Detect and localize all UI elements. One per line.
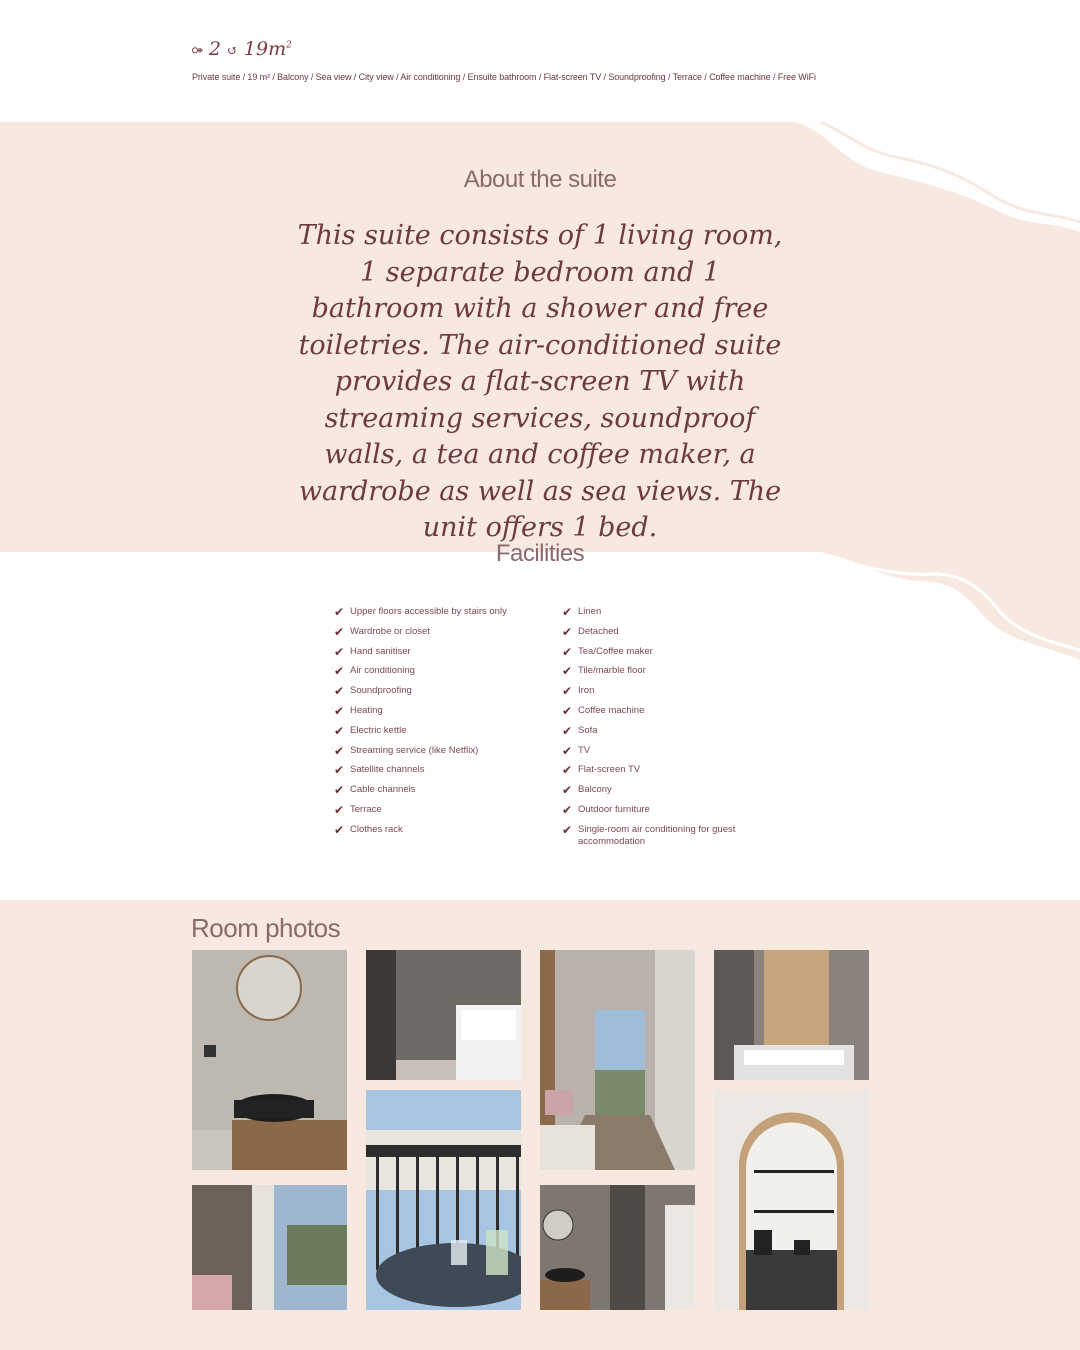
facility-item: ✔ Electric kettle: [334, 723, 407, 738]
room-size: $19m^2$: [243, 38, 292, 60]
check-icon: ✔: [562, 703, 573, 718]
specs-header: [0, 0, 1080, 122]
check-icon: ✔: [334, 703, 345, 718]
check-icon: ✔: [334, 743, 345, 758]
check-icon: ✔: [562, 664, 573, 679]
check-icon: ✔: [562, 743, 573, 758]
facility-item: ✔ Flat-screen TV: [562, 763, 641, 778]
facility-item: ✔ Clothes rack: [334, 822, 403, 837]
check-icon: ✔: [334, 644, 345, 659]
facility-item: ✔ Satellite channels: [334, 763, 425, 778]
area-icon: ↺: [227, 44, 238, 59]
facility-item: ✔ Linen: [562, 605, 602, 619]
facility-item: ✔ Sofa: [562, 723, 598, 738]
room-photo[interactable]: [192, 1185, 347, 1310]
facility-item: ✔ Cable channels: [334, 783, 416, 798]
room-photo[interactable]: [540, 1185, 695, 1310]
facility-item: ✔ Single-room air conditioning for guest accommodation: [562, 822, 736, 847]
facility-item: ✔ Upper floors accessible by stairs only: [334, 605, 507, 619]
check-icon: ✔: [562, 763, 573, 778]
facility-item: ✔ Heating: [334, 703, 383, 718]
check-icon: ✔: [562, 644, 573, 659]
photos-title: Room photos: [191, 913, 341, 943]
check-icon: ✔: [562, 684, 573, 699]
facility-item: ✔ Tea/Coffee maker: [562, 644, 653, 659]
facility-item: ✔ Soundproofing: [334, 684, 412, 699]
check-icon: ✔: [334, 684, 345, 699]
facility-item: ✔ Detached: [562, 624, 619, 639]
facility-item: ✔ Air conditioning: [334, 664, 415, 679]
check-icon: ✔: [562, 624, 573, 639]
check-icon: ✔: [334, 822, 345, 837]
facility-item: ✔ Hand sanitiser: [334, 644, 411, 659]
check-icon: ✔: [562, 822, 573, 837]
room-photo[interactable]: [366, 950, 521, 1080]
about-section: [0, 122, 1080, 552]
room-photo[interactable]: [540, 950, 695, 1170]
person-icon: ⚩: [192, 44, 203, 59]
check-icon: ✔: [562, 723, 573, 738]
facility-item: ✔ Streaming service (like Netflix): [334, 743, 479, 758]
facility-item: ✔ TV: [562, 743, 591, 758]
photos-section: [0, 900, 1080, 1350]
check-icon: ✔: [334, 605, 345, 619]
check-icon: ✔: [334, 763, 345, 778]
amenities-line: Private suite / 19 m² / Balcony / Sea view / City view / Air conditioning / Ensuite bathroom / Flat-screen TV / Soundproofing / Terrace / Coffee machine / Free WiFi: [192, 72, 816, 82]
check-icon: ✔: [562, 783, 573, 798]
room-photo[interactable]: [366, 1090, 521, 1310]
room-photo[interactable]: [714, 1090, 869, 1310]
check-icon: ✔: [334, 624, 345, 639]
facilities-list-right: [562, 605, 762, 847]
check-icon: ✔: [334, 723, 345, 738]
facility-item: ✔ Terrace: [334, 802, 382, 817]
room-photo[interactable]: [192, 950, 347, 1170]
room-specs: [192, 38, 292, 60]
about-text: This suite consists of 1 living room, 1 separate bedroom and 1 bathroom with a shower and free toiletries. The air-conditioned suite provides a flat-screen TV with streaming services, soundproof walls, a tea and coffee maker, a wardrobe as well as sea views. The unit offers 1 bed.: [297, 220, 783, 543]
facility-item: ✔ Wardrobe or closet: [334, 624, 430, 639]
facilities-list-left: [334, 606, 554, 844]
facility-item: ✔ Coffee machine: [562, 703, 645, 718]
guests-count: 2: [208, 38, 221, 60]
about-title: About the suite: [463, 166, 617, 193]
facility-item: ✔ Balcony: [562, 783, 612, 798]
check-icon: ✔: [562, 605, 573, 619]
facility-item: ✔ Tile/marble floor: [562, 664, 646, 679]
facilities-title: Facilities: [495, 540, 585, 567]
check-icon: ✔: [562, 802, 573, 817]
room-photo[interactable]: [714, 950, 869, 1080]
facility-item: ✔ Iron: [562, 684, 595, 699]
check-icon: ✔: [334, 664, 345, 679]
check-icon: ✔: [334, 802, 345, 817]
facility-item: ✔ Outdoor furniture: [562, 802, 650, 817]
check-icon: ✔: [334, 783, 345, 798]
